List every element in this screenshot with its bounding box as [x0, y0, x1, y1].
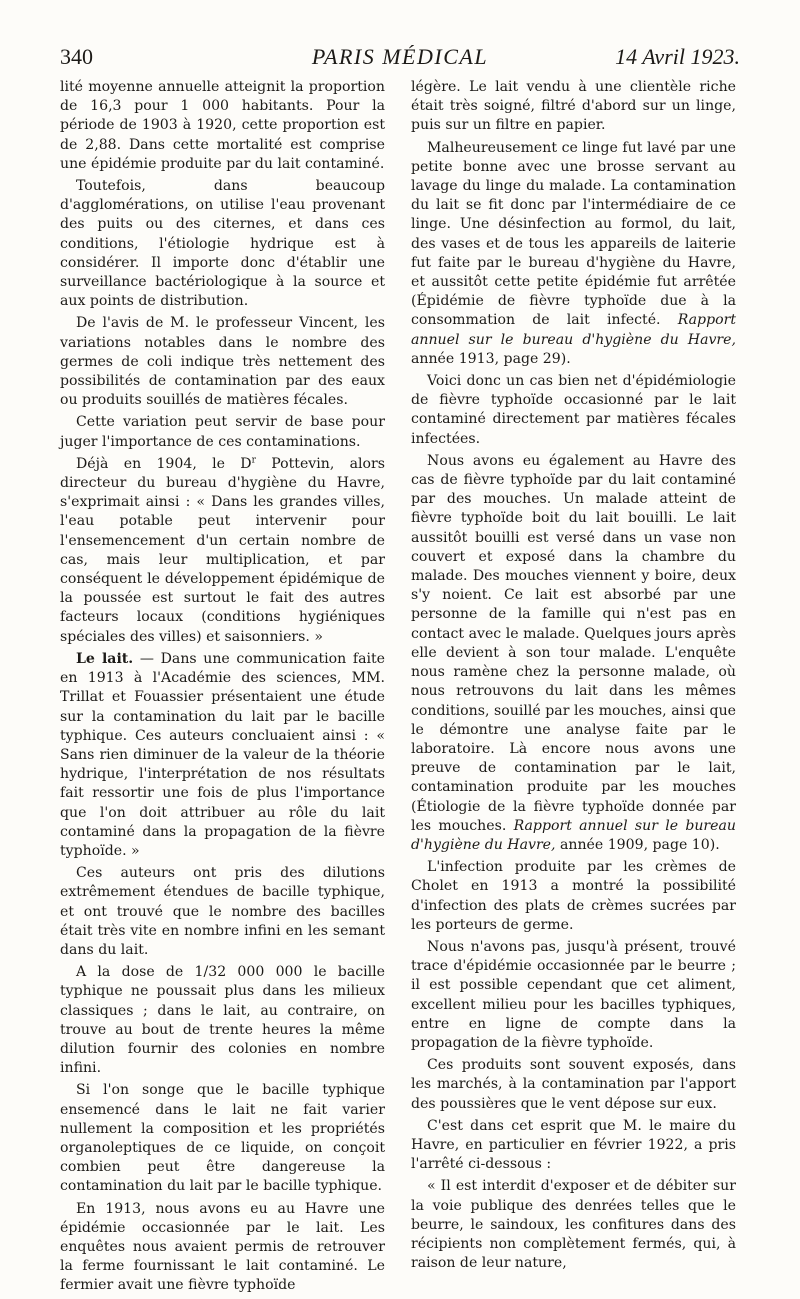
paragraph: légère. Le lait vendu à une clientèle riche était très soigné, filtré d'abord sur un linge, puis sur un filtre en papier.	[411, 79, 736, 134]
paragraph: L'infection produite par les crèmes de Cholet en 1913 a montré la possibilité d'infection des plats de crèmes sucrées par les porteurs de germe.	[411, 859, 736, 933]
paragraph: Ces produits sont souvent exposés, dans les marchés, à la contamination par l'apport des poussières que le vent dépose sur eux.	[411, 1057, 736, 1112]
paragraph: Si l'on songe que le bacille typhique ensemencé dans le lait ne fait varier nullement la composition et les propriétés organoleptiques de ce liquide, on conçoit combien peut être dangereuse la contamination du lait par le bacille typhique.	[60, 1082, 385, 1195]
paragraph-text: Déjà en 1904, le D	[76, 455, 252, 472]
paragraph-text: Pottevin, alors directeur du bureau d'hygiène du Havre, s'exprimait ainsi : « Dans les grandes villes, l'eau potable peut intervenir pour l'ensemencement d'un certain nombre de cas, mais leur multiplication, et par conséquent le développement épidémique de la poussée est surtout le fait des autres facteurs locaux (conditions hygiéniques spéciales des villes) et saisonniers. »	[60, 455, 385, 645]
paragraph	[411, 452, 736, 855]
journal-title: PARIS MÉDICAL	[311, 44, 489, 69]
page-number: 340	[60, 44, 93, 69]
paragraph: lité moyenne annuelle atteignit la proportion de 16,3 pour 1 000 habitants. Pour la période de 1903 à 1920, cette proportion est de 2,88. Dans cette mortalité est comprise une épidémie produite par du lait contaminé.	[60, 79, 385, 172]
paragraph-text: Malheureusement ce linge fut lavé par une petite bonne avec une brosse servant au lavage du linge du malade. La contamination du lait se fit donc par l'intermédiaire de ce linge. Une désinfection au formol, du lait, des vases et de tous les appareils de laiterie fut faite par le bureau d'hygiène du Havre, et aussitôt cette petite épidémie fut arrêtée (Épidémie de fièvre typhoïde due à la consommation de lait infecté.	[411, 139, 736, 329]
citation: Rapport annuel sur le bureau d'hygiène du Havre,	[411, 312, 736, 348]
paragraph-text: Nous avons eu également au Havre des cas de fièvre typhoïde par du lait contaminé par des mouches. Un malade atteint de fièvre typhoïde boit du lait bouilli. Le lait aussitôt bouilli est versé dans un vase non couvert et exposé dans la chambre du malade. Des mouches viennent y boire, deux s'y noient. Ce lait est absorbé par une personne de la famille qui n'est pas en contact avec le malade. Quelques jours après elle devient à son tour malade. L'enquête nous ramène chez la personne malade, où nous retrouvons du lait dans les mêmes conditions, souillé par les mouches, ainsi que le démontre une analyse faite par le laboratoire. Là encore nous avons une preuve de contamination par le lait, contamination produite par les mouches (Étiologie de la fièvre typhoïde donnée par les mouches.	[411, 452, 736, 834]
citation: Rapport annuel sur le bureau d'hygiène du Havre,	[411, 817, 736, 853]
paragraph: De l'avis de M. le professeur Vincent, les variations notables dans le nombre des germes de coli indique très nettement des possibilités de contamination par des eaux ou produits souillés de matières fécales.	[60, 315, 385, 409]
paragraph: C'est dans cet esprit que M. le maire du Havre, en particulier en février 1922, a pris l'arrêté ci-dessous :	[411, 1117, 736, 1173]
paragraph	[60, 455, 385, 647]
running-header	[60, 40, 740, 76]
paragraph: A la dose de 1/32 000 000 le bacille typhique ne poussait plus dans les milieux classiques ; dans le lait, au contraire, on trouve au bout de trente heures la même dilution fournir des colonies en nombre infini.	[60, 964, 385, 1077]
paragraph	[411, 139, 736, 369]
paragraph-text: année 1909, page 10).	[555, 836, 720, 853]
left-column	[60, 78, 385, 1299]
paragraph-text: — Dans une communication faite en 1913 à l'Académie des sciences, MM. Trillat et Fouassier présentaient une étude sur la contamination du lait par le bacille typhique. Ces auteurs concluaient ainsi : « Sans rien diminuer de la valeur de la théorie hydrique, l'interprétation de nos résultats fait ressortir une fois de plus l'importance que l'on doit attribuer au rôle du lait contaminé dans la propagation de la fièvre typhoïde. »	[60, 650, 385, 859]
paragraph: Voici donc un cas bien net d'épidémiologie de fièvre typhoïde occasionné par le lait contaminé directement par matières fécales infectées.	[411, 373, 736, 447]
issue-date: 14 Avril 1923.	[615, 44, 740, 69]
paragraph: Ces auteurs ont pris des dilutions extrêmement étendues de bacille typhique, et ont trouvé que le nombre des bacilles était très vite en nombre infini en les semant dans du lait.	[60, 865, 385, 958]
paragraph	[60, 650, 385, 861]
paragraph: Cette variation peut servir de base pour juger l'importance de ces contaminations.	[60, 414, 385, 450]
paragraph: Nous n'avons pas, jusqu'à présent, trouvé trace d'épidémie occasionnée par le beurre ; il est possible cependant que cet aliment, excellent milieu pour les bacilles typhiques, entre en ligne de compte dans la propagation de la fièvre typhoïde.	[411, 938, 736, 1051]
superscript: r	[251, 455, 256, 466]
paragraph: Toutefois, dans beaucoup d'agglomérations, on utilise l'eau provenant des puits ou des citernes, et dans ces conditions, l'étiologie hydrique est à considérer. Il importe donc d'établir une surveillance bactériologique à la source et aux points de distribution.	[60, 178, 385, 310]
paragraph: « Il est interdit d'exposer et de débiter sur la voie publique des denrées telles que le beurre, le saindoux, les confitures dans des récipients non complètement fermés, qui, à raison de leur nature,	[411, 1178, 736, 1272]
paragraph-text: année 1913, page 29).	[411, 350, 571, 367]
right-column	[411, 78, 736, 1276]
section-heading: Le lait.	[76, 650, 134, 667]
paragraph: En 1913, nous avons eu au Havre une épidémie occasionnée par le lait. Les enquêtes nous avaient permis de retrouver la ferme fournissant le lait contaminé. Le fermier avait une fièvre typhoïde	[60, 1200, 385, 1294]
